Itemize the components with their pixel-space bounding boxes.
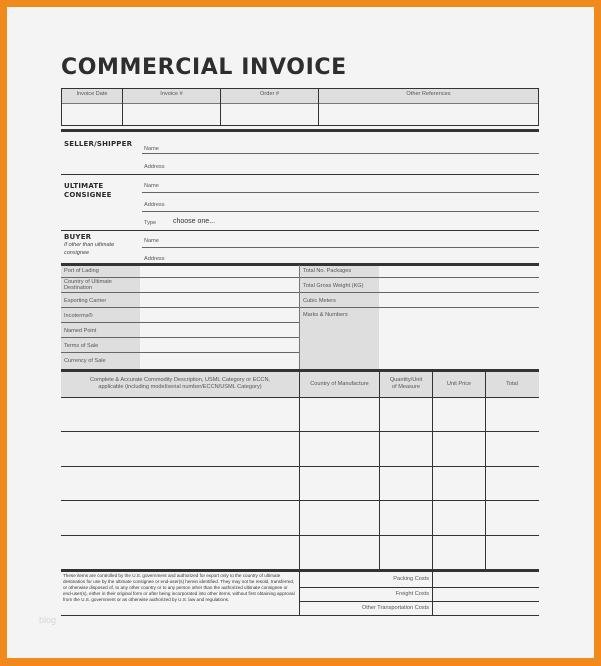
- item-quantity-cell[interactable]: [381, 468, 431, 499]
- country-destination-label-line2: Destination: [64, 285, 92, 291]
- header-col-line: [538, 88, 539, 126]
- watermark: blog: [39, 615, 57, 625]
- buyer-address-field[interactable]: [177, 251, 538, 262]
- packing-costs-field[interactable]: [434, 573, 538, 586]
- invoice-number-header: Invoice #: [160, 91, 183, 97]
- page-title: COMMERCIAL INVOICE: [61, 55, 347, 80]
- consignee-name-field[interactable]: [172, 178, 538, 190]
- exporting-carrier-label: Exporting Carrier: [64, 298, 107, 304]
- item-description-cell[interactable]: [63, 468, 298, 499]
- buyer-note-line2: consignee: [64, 250, 90, 256]
- row-line: [300, 615, 539, 616]
- header-table-top: [61, 88, 539, 89]
- seller-heading: SELLER/SHIPPER: [64, 140, 133, 148]
- col-line: [432, 371, 433, 615]
- quantity-header-line2: of Measure: [392, 384, 420, 390]
- item-total-cell[interactable]: [487, 537, 538, 568]
- item-description-cell[interactable]: [63, 433, 298, 465]
- row-line: [61, 615, 300, 616]
- marks-numbers-field[interactable]: [380, 308, 538, 368]
- gross-weight-field[interactable]: [380, 278, 538, 292]
- buyer-name-field[interactable]: [172, 233, 538, 245]
- item-unit-price-cell[interactable]: [434, 502, 484, 534]
- item-total-cell[interactable]: [487, 468, 538, 499]
- consignee-address-label: Address: [144, 202, 165, 208]
- buyer-note-line1: If other than ultimate: [64, 242, 115, 248]
- gross-weight-label: Total Gross Weight (KG): [303, 283, 364, 289]
- item-quantity-cell[interactable]: [381, 399, 431, 430]
- field-underline: [142, 211, 539, 212]
- col-line: [485, 371, 486, 571]
- currency-of-sale-field[interactable]: [141, 353, 298, 368]
- row-line: [61, 397, 539, 398]
- consignee-type-label: Type: [144, 220, 157, 226]
- seller-name-field[interactable]: [172, 141, 538, 153]
- item-unit-price-cell[interactable]: [434, 399, 484, 430]
- unit-price-header: Unit Price: [446, 381, 472, 387]
- description-header-line1: Complete & Accurate Commodity Description, USML Category or ECCN,: [89, 377, 271, 383]
- marks-numbers-label: Marks & Numbers: [303, 312, 348, 318]
- item-country-cell[interactable]: [301, 502, 378, 534]
- buyer-address-label: Address: [144, 256, 165, 262]
- consignee-heading-line2: CONSIGNEE: [64, 191, 112, 199]
- other-references-header: Other References: [406, 91, 451, 97]
- order-number-header: Order #: [260, 91, 279, 97]
- col-line: [379, 371, 380, 571]
- header-table-divider: [61, 103, 539, 104]
- incoterms-label: Incoterms®: [64, 313, 93, 319]
- currency-of-sale-label: Currency of Sale: [64, 358, 106, 364]
- total-packages-field[interactable]: [380, 266, 538, 277]
- port-of-lading-field[interactable]: [141, 266, 298, 277]
- item-total-cell[interactable]: [487, 502, 538, 534]
- item-description-cell[interactable]: [63, 399, 298, 430]
- row-line: [61, 500, 539, 501]
- packing-costs-label: Packing Costs: [393, 576, 429, 582]
- freight-costs-field[interactable]: [434, 588, 538, 600]
- cubic-meters-field[interactable]: [380, 293, 538, 307]
- invoice-page: [7, 7, 594, 658]
- field-underline: [142, 192, 539, 193]
- cubic-meters-label: Cubic Meters: [303, 298, 336, 304]
- quantity-header-line1: Quantity/Unit: [389, 377, 423, 383]
- item-country-cell[interactable]: [301, 537, 378, 568]
- item-unit-price-cell[interactable]: [434, 433, 484, 465]
- row-line: [61, 431, 539, 432]
- item-country-cell[interactable]: [301, 433, 378, 465]
- exporting-carrier-field[interactable]: [141, 293, 298, 307]
- item-quantity-cell[interactable]: [381, 433, 431, 465]
- export-disclaimer: These items are controlled by the U.S. government and authorized for export only to the country of ultimate destination for use by the ultimate consignee or end-user(s) herein identified. They may not be resold, transferred, or otherwise disposed of, to any other country or to any person other than the authorized ultimate consignee or end-user(s), either in their original form or after being incorporated into other items, without first obtaining approval from the U.S. government or as otherwise authorized by U.S. law and regulations.: [63, 573, 295, 602]
- item-total-cell[interactable]: [487, 399, 538, 430]
- consignee-address-field[interactable]: [177, 197, 538, 209]
- order-number-field[interactable]: [222, 105, 317, 124]
- consignee-heading-line1: ULTIMATE: [64, 182, 104, 190]
- country-destination-field[interactable]: [141, 278, 298, 292]
- row-line: [61, 466, 539, 467]
- item-total-cell[interactable]: [487, 433, 538, 465]
- seller-address-label: Address: [144, 164, 165, 170]
- seller-address-field[interactable]: [177, 159, 538, 171]
- invoice-date-field[interactable]: [63, 105, 121, 124]
- terms-of-sale-field[interactable]: [141, 338, 298, 352]
- other-transport-costs-label: Other Transportation Costs: [361, 605, 429, 611]
- invoice-date-header: Invoice Date: [76, 91, 108, 97]
- consignee-name-label: Name: [144, 183, 159, 189]
- total-packages-label: Total No. Packages: [303, 268, 352, 274]
- total-header: Total: [506, 381, 518, 387]
- buyer-name-label: Name: [144, 238, 159, 244]
- item-description-cell[interactable]: [63, 502, 298, 534]
- item-description-cell[interactable]: [63, 537, 298, 568]
- item-country-cell[interactable]: [301, 399, 378, 430]
- description-header-line2: applicable (including model/serial number/ECCN/USML Category): [98, 384, 262, 390]
- named-point-label: Named Point: [64, 328, 97, 334]
- freight-costs-label: Freight Costs: [395, 591, 429, 597]
- section-divider: [61, 174, 539, 175]
- other-references-field[interactable]: [320, 105, 537, 124]
- section-divider: [61, 569, 539, 572]
- named-point-field[interactable]: [141, 323, 298, 337]
- terms-of-sale-label: Terms of Sale: [64, 343, 99, 349]
- section-divider: [61, 129, 539, 132]
- country-manufacture-header: Country of Manufacture: [310, 381, 369, 387]
- port-of-lading-label: Port of Lading: [64, 268, 99, 274]
- header-table-bottom: [61, 125, 539, 126]
- other-transport-costs-field[interactable]: [434, 602, 538, 614]
- item-quantity-cell[interactable]: [381, 537, 431, 568]
- item-unit-price-cell[interactable]: [434, 468, 484, 499]
- section-divider: [61, 230, 539, 231]
- incoterms-field[interactable]: [141, 308, 298, 322]
- row-line: [61, 535, 539, 536]
- country-destination-label-line1: Country of Ultimate: [64, 279, 112, 285]
- section-divider: [61, 369, 539, 372]
- consignee-type-select[interactable]: choose one...: [173, 218, 216, 225]
- item-unit-price-cell[interactable]: [434, 537, 484, 568]
- col-line: [299, 265, 300, 369]
- invoice-number-field[interactable]: [124, 105, 219, 124]
- field-underline: [142, 247, 539, 248]
- field-underline: [142, 153, 539, 154]
- item-country-cell[interactable]: [301, 468, 378, 499]
- buyer-heading: BUYER: [64, 233, 92, 241]
- seller-name-label: Name: [144, 146, 159, 152]
- item-quantity-cell[interactable]: [381, 502, 431, 534]
